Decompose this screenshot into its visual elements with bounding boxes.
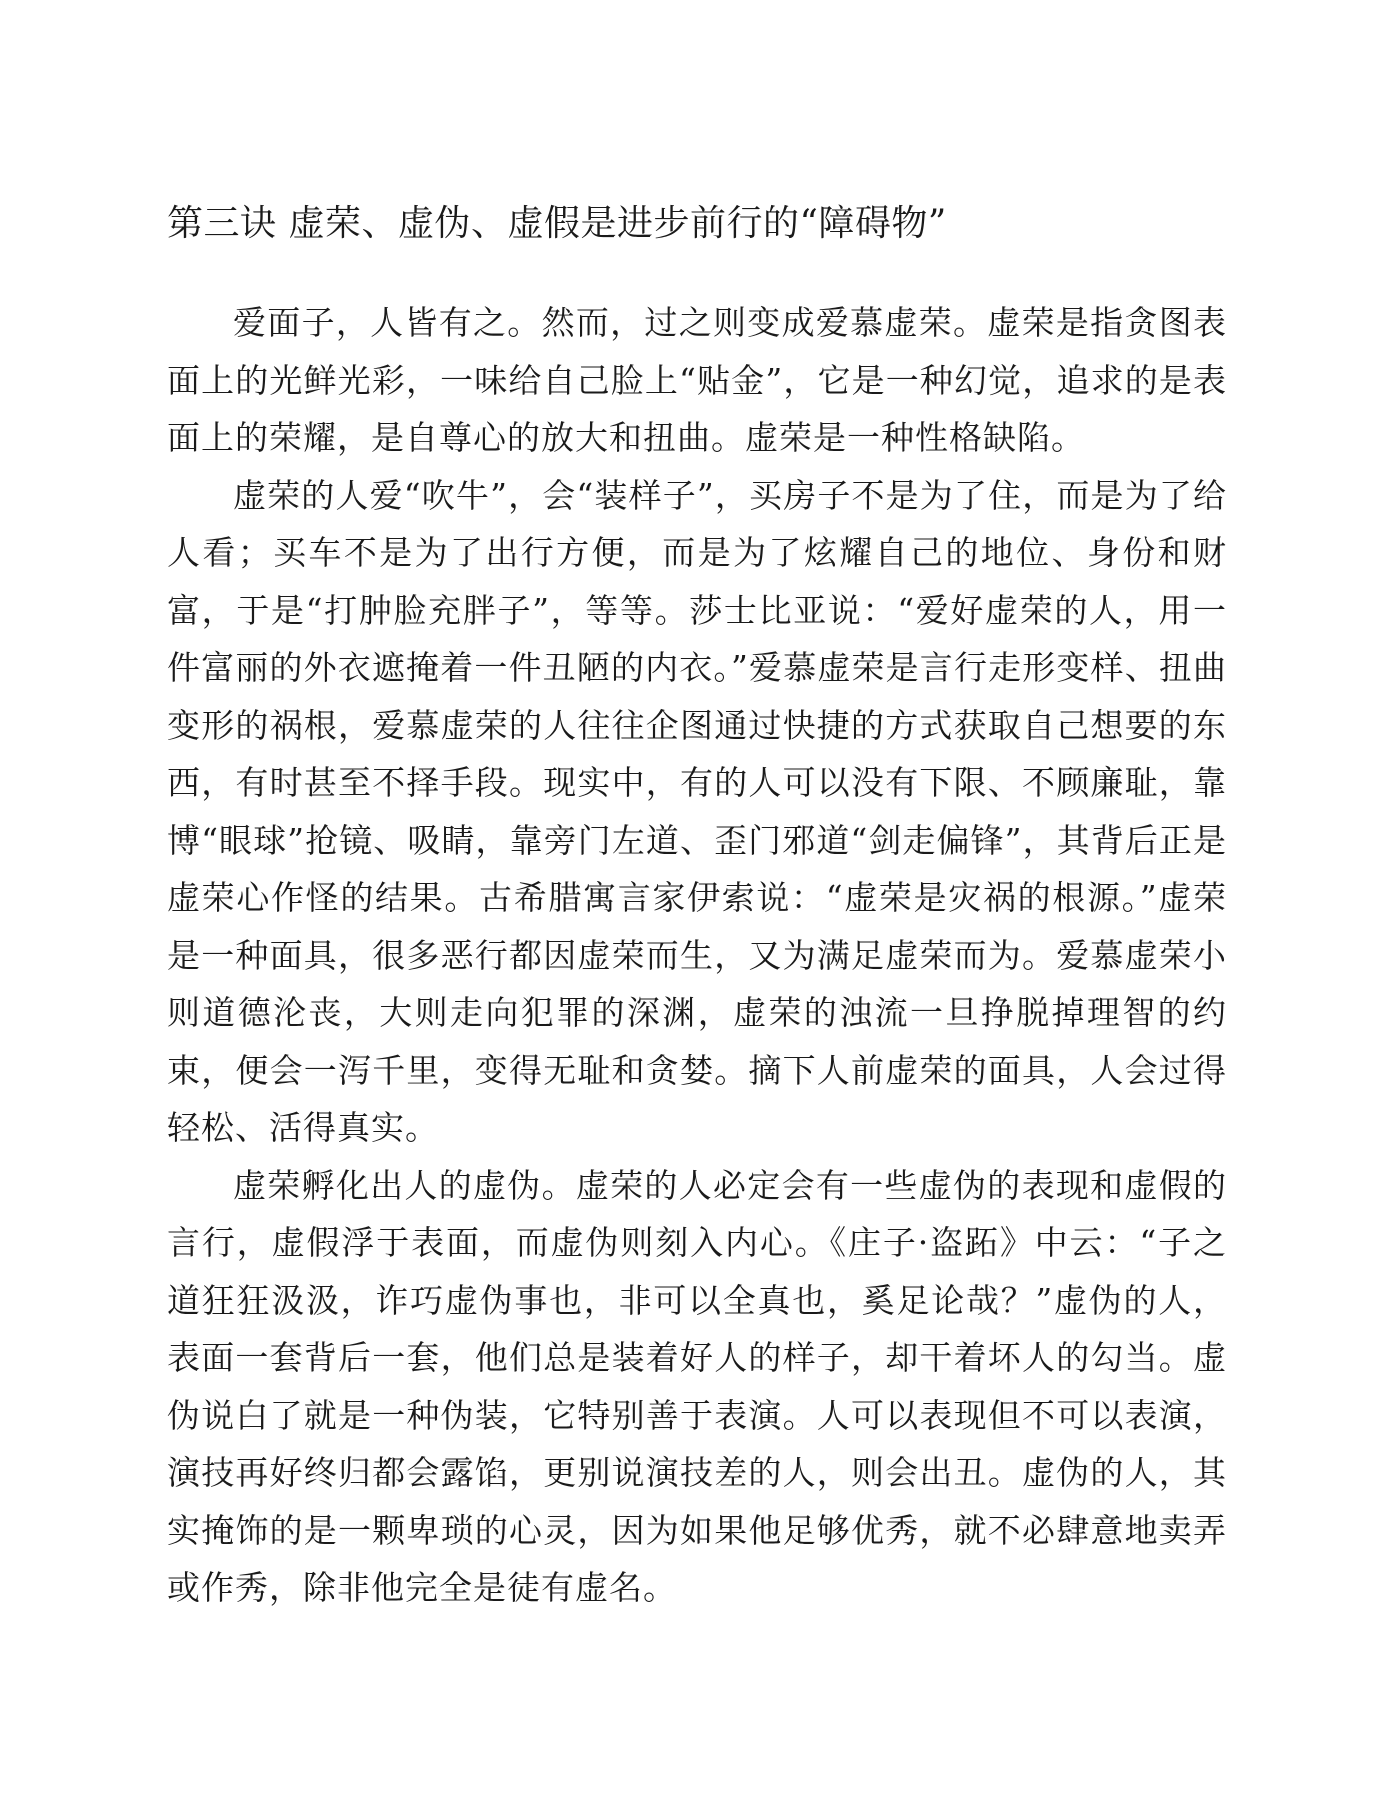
paragraph-3: 虚荣孵化出人的虚伪。虚荣的人必定会有一些虚伪的表现和虚假的言行，虚假浮于表面，而虚伪则刻入内心。《庄子·盗跖》中云：“子之道狂狂汲汲，诈巧虚伪事也，非可以全真也，奚足论哉？”虚伪的人，表面一套背后一套，他们总是装着好人的样子，却干着坏人的勾当。虚伪说白了就是一种伪装，它特别善于表演。人可以表现但不可以表演，演技再好终归都会露馅，更别说演技差的人，则会出丑。虚伪的人，其实掩饰的是一颗卑琐的心灵，因为如果他足够优秀，就不必肆意地卖弄或作秀，除非他完全是徒有虚名。 [167, 1165, 1227, 1607]
document-content [167, 196, 1227, 1617]
section-title: 第三诀 虚荣、虚伪、虚假是进步前行的“障碍物” [167, 203, 947, 244]
paragraph-2: 虚荣的人爱“吹牛”，会“装样子”，买房子不是为了住，而是为了给人看；买车不是为了出行方便，而是为了炫耀自己的地位、身份和财富，于是“打肿脸充胖子”，等等。莎士比亚说：“爱好虚荣的人，用一件富丽的外衣遮掩着一件丑陋的内衣。”爱慕虚荣是言行走形变样、扭曲变形的祸根，爱慕虚荣的人往往企图通过快捷的方式获取自己想要的东西，有时甚至不择手段。现实中，有的人可以没有下限、不顾廉耻，靠博“眼球”抢镜、吸睛，靠旁门左道、歪门邪道“剑走偏锋”，其背后正是虚荣心作怪的结果。古希腊寓言家伊索说：“虚荣是灾祸的根源。”虚荣是一种面具，很多恶行都因虚荣而生，又为满足虚荣而为。爱慕虚荣小则道德沦丧，大则走向犯罪的深渊，虚荣的浊流一旦挣脱掉理智的约束，便会一泻千里，变得无耻和贪婪。摘下人前虚荣的面具，人会过得轻松、活得真实。 [167, 475, 1227, 1147]
paragraph-1: 爱面子，人皆有之。然而，过之则变成爱慕虚荣。虚荣是指贪图表面上的光鲜光彩，一味给自己脸上“贴金”，它是一种幻觉，追求的是表面上的荣耀，是自尊心的放大和扭曲。虚荣是一种性格缺陷。 [167, 303, 1227, 457]
body-text [167, 294, 1227, 1617]
